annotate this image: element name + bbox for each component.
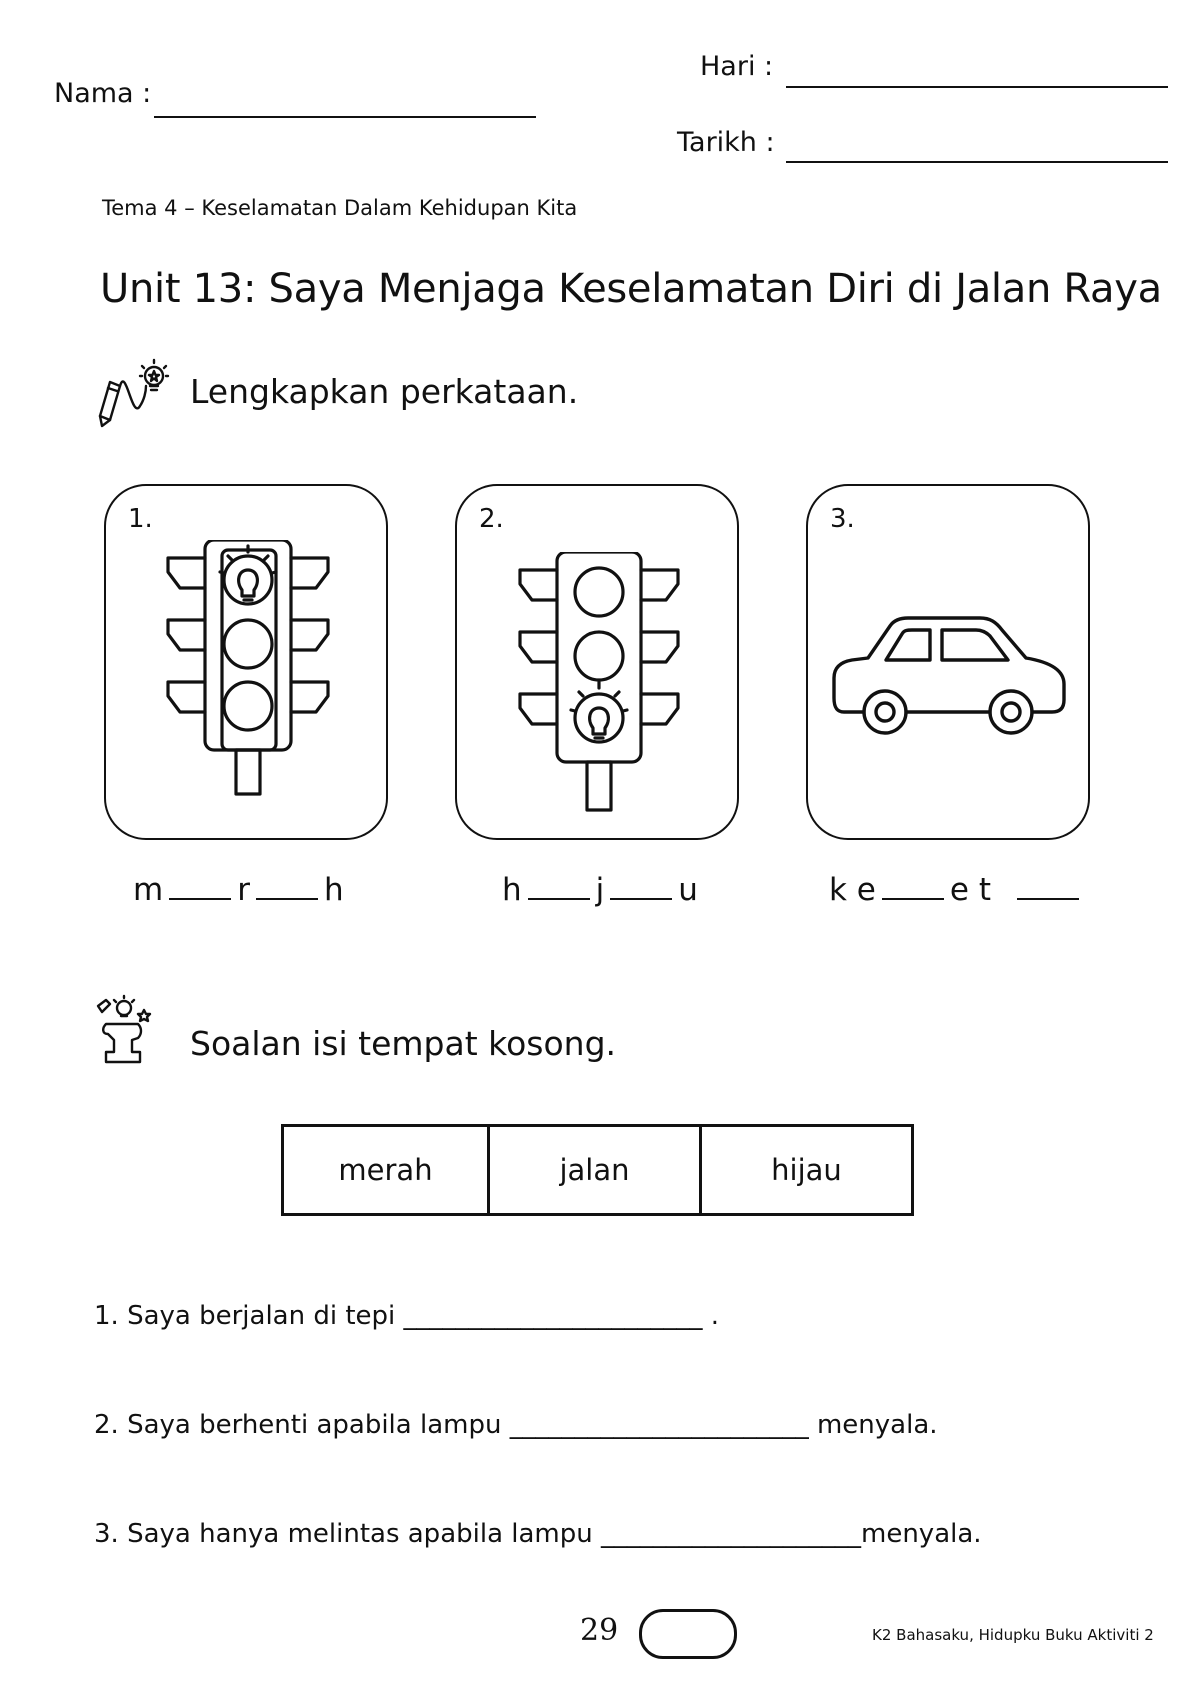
word-bank-cell: hijau xyxy=(701,1126,913,1215)
tarikh-label: Tarikh : xyxy=(677,127,775,158)
puzzle-letter: e t xyxy=(949,872,991,908)
traffic-light-red-icon xyxy=(164,540,332,800)
letter-blank[interactable] xyxy=(1017,897,1079,900)
picture-card-2 xyxy=(455,484,739,840)
letter-blank[interactable] xyxy=(610,897,672,900)
nama-label: Nama : xyxy=(54,78,152,109)
section2-instruction: Soalan isi tempat kosong. xyxy=(190,1024,617,1063)
traffic-light-green-icon xyxy=(515,552,683,814)
pencil-bulb-icon xyxy=(96,356,174,428)
letter-blank[interactable] xyxy=(169,897,231,900)
word-bank-cell: merah xyxy=(283,1126,489,1215)
card-number: 3. xyxy=(830,504,855,534)
puzzle-letter: j xyxy=(595,872,605,908)
word-bank-table xyxy=(281,1124,914,1216)
puzzle-letter: k e xyxy=(829,872,876,908)
card-number: 2. xyxy=(479,504,504,534)
letter-blank[interactable] xyxy=(256,897,318,900)
book-title: K2 Bahasaku, Hidupku Buku Aktiviti 2 xyxy=(872,1626,1154,1644)
puzzle-letter: h xyxy=(323,872,344,908)
picture-card-1 xyxy=(104,484,388,840)
puzzle-letter: m xyxy=(133,872,164,908)
word-puzzle-3 xyxy=(829,872,1085,908)
theme-text: Tema 4 – Keselamatan Dalam Kehidupan Kita xyxy=(102,196,578,220)
nama-field[interactable] xyxy=(154,116,536,118)
head-ideas-icon xyxy=(94,994,154,1066)
hari-label: Hari : xyxy=(700,51,774,82)
tarikh-field[interactable] xyxy=(786,161,1168,163)
page-number: 29 xyxy=(580,1613,619,1648)
letter-blank[interactable] xyxy=(882,897,944,900)
question-2: 2. Saya berhenti apabila lampu _______________________ menyala. xyxy=(94,1410,938,1440)
section1-instruction: Lengkapkan perkataan. xyxy=(190,372,579,411)
puzzle-letter: r xyxy=(237,872,250,908)
card-number: 1. xyxy=(128,504,153,534)
car-icon xyxy=(830,612,1070,752)
letter-blank[interactable] xyxy=(528,897,590,900)
hari-field[interactable] xyxy=(786,86,1168,88)
picture-card-3 xyxy=(806,484,1090,840)
score-oval xyxy=(639,1609,737,1659)
word-bank-cell: jalan xyxy=(489,1126,701,1215)
puzzle-letter: h xyxy=(502,872,522,908)
unit-title: Unit 13: Saya Menjaga Keselamatan Diri di Jalan Raya xyxy=(100,266,1162,312)
word-puzzle-1 xyxy=(133,872,344,908)
question-3: 3. Saya hanya melintas apabila lampu ____________________menyala. xyxy=(94,1519,982,1549)
puzzle-letter: u xyxy=(678,872,698,908)
word-puzzle-2 xyxy=(502,872,698,908)
question-1: 1. Saya berjalan di tepi _______________________ . xyxy=(94,1301,720,1331)
